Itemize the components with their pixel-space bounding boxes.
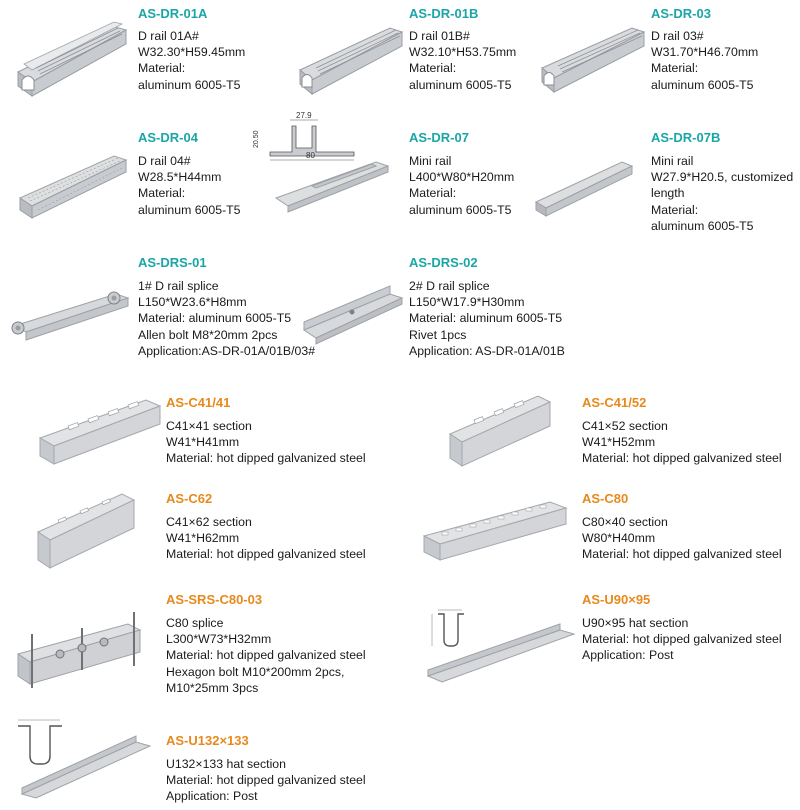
spec-line: Material: — [138, 186, 186, 201]
spec-line: Material: hot dipped galvanized steel — [166, 547, 366, 562]
product-description — [582, 514, 782, 563]
splice-image-srs-c80-03 — [10, 608, 150, 692]
product-code: AS-C41/41 — [166, 395, 231, 410]
spec-line: Material: — [138, 61, 186, 76]
product-code: AS-DR-01B — [409, 6, 479, 21]
spec-line: Application: Post — [582, 648, 674, 663]
spec-line: U132×133 hat section — [166, 757, 286, 771]
product-description — [166, 756, 366, 805]
spec-line: Allen bolt M8*20mm 2pcs — [138, 327, 278, 342]
spec-line: L150*W23.6*H8mm — [138, 295, 247, 310]
spec-line: C41×41 section — [166, 419, 252, 433]
rail-image-dr-03 — [538, 20, 648, 98]
drawing-width-label: 27.9 — [296, 111, 312, 120]
spec-line: Hexagon bolt M10*200mm 2pcs, — [166, 664, 345, 679]
spec-line: Material: — [651, 202, 699, 217]
spec-line: W41*H62mm — [166, 531, 240, 546]
splice-image-drs-02 — [300, 282, 406, 346]
spec-line: Rivet 1pcs — [409, 327, 467, 342]
rail-image-dr-01a — [14, 20, 130, 100]
product-code: AS-DR-07 — [409, 130, 469, 145]
spec-line: Mini rail — [409, 154, 452, 168]
spec-line: W41*H41mm — [166, 435, 240, 450]
spec-line: Material: aluminum 6005-T5 — [409, 311, 563, 326]
spec-line: W80*H40mm — [582, 531, 656, 546]
spec-line: U90×95 hat section — [582, 616, 689, 630]
product-description — [409, 278, 565, 359]
spec-line: Material: hot dipped galvanized steel — [166, 451, 366, 466]
product-code: AS-DR-07B — [651, 130, 721, 145]
channel-image-c41-41 — [36, 396, 166, 468]
spec-line: M10*25mm 3pcs — [166, 680, 259, 695]
spec-line: W28.5*H44mm — [138, 170, 222, 185]
splice-image-drs-01 — [4, 290, 134, 346]
spec-line: Application:AS-DR-01A/01B/03# — [138, 343, 316, 358]
spec-line: Material: — [651, 61, 699, 76]
spec-line: D rail 01B# — [409, 29, 470, 43]
hat-section-image-u90 — [424, 600, 580, 686]
spec-line: Material: — [409, 61, 457, 76]
rail-image-dr-04 — [18, 150, 130, 222]
product-description — [166, 418, 366, 467]
channel-image-c62 — [34, 488, 140, 572]
spec-line: 2# D rail splice — [409, 279, 490, 293]
spec-line: W31.70*H46.70mm — [651, 45, 759, 60]
product-description — [409, 28, 516, 93]
spec-line: aluminum 6005-T5 — [409, 202, 512, 217]
spec-line: Application: Post — [166, 789, 258, 804]
spec-line: C80×40 section — [582, 515, 668, 529]
product-code: AS-C80 — [582, 491, 629, 506]
spec-line: aluminum 6005-T5 — [409, 77, 512, 92]
product-code: AS-U132×133 — [166, 733, 249, 748]
product-description — [166, 514, 366, 563]
channel-image-c80 — [420, 498, 570, 574]
product-code: AS-DR-03 — [651, 6, 711, 21]
product-code: AS-DR-04 — [138, 130, 198, 145]
product-description — [409, 153, 514, 218]
spec-line: Material: hot dipped galvanized steel — [166, 773, 366, 788]
spec-line: D rail 01A# — [138, 29, 199, 43]
spec-line: L150*W17.9*H30mm — [409, 295, 525, 310]
spec-line: aluminum 6005-T5 — [651, 218, 754, 233]
spec-line: L300*W73*H32mm — [166, 632, 272, 647]
spec-line: W27.9*H20.5, customized — [651, 170, 794, 185]
spec-line: C41×62 section — [166, 515, 252, 529]
product-code: AS-DR-01A — [138, 6, 208, 21]
spec-line: Material: hot dipped galvanized steel — [582, 451, 782, 466]
spec-line: W32.10*H53.75mm — [409, 45, 517, 60]
product-description — [651, 28, 758, 93]
spec-line: Mini rail — [651, 154, 694, 168]
spec-line: Material: hot dipped galvanized steel — [166, 648, 366, 663]
spec-line: 1# D rail splice — [138, 279, 219, 293]
product-description — [651, 153, 793, 234]
product-code: AS-U90×95 — [582, 592, 651, 607]
spec-line: Material: hot dipped galvanized steel — [582, 547, 782, 562]
product-description — [138, 278, 315, 359]
product-description — [166, 615, 366, 696]
hat-section-image-u132 — [8, 714, 158, 800]
rail-image-dr-07b — [534, 156, 634, 218]
channel-image-c41-52 — [446, 390, 556, 470]
product-code: AS-DRS-02 — [409, 255, 478, 270]
spec-line: Application: AS-DR-01A/01B — [409, 343, 565, 358]
rail-image-dr-07 — [272, 158, 392, 218]
drawing-height-label: 20.50 — [253, 130, 260, 148]
spec-line: C80 splice — [166, 616, 224, 630]
product-description — [582, 615, 782, 664]
spec-line: aluminum 6005-T5 — [651, 77, 754, 92]
product-code: AS-C41/52 — [582, 395, 647, 410]
spec-line: W41*H52mm — [582, 435, 656, 450]
product-description — [138, 153, 241, 218]
drawing-base-label: 80 — [306, 151, 315, 160]
spec-line: D rail 03# — [651, 29, 704, 43]
spec-line: Material: aluminum 6005-T5 — [138, 311, 292, 326]
spec-line: L400*W80*H20mm — [409, 170, 515, 185]
product-code: AS-SRS-C80-03 — [166, 592, 263, 607]
spec-line: length — [651, 186, 685, 201]
product-code: AS-DRS-01 — [138, 255, 207, 270]
spec-line: W32.30*H59.45mm — [138, 45, 246, 60]
spec-line: C41×52 section — [582, 419, 668, 433]
spec-line: D rail 04# — [138, 154, 191, 168]
product-description — [582, 418, 782, 467]
spec-line: Material: — [409, 186, 457, 201]
spec-line: Material: hot dipped galvanized steel — [582, 632, 782, 647]
profile-drawing-dr-07 — [250, 108, 368, 164]
rail-image-dr-01b — [296, 20, 406, 98]
spec-line: aluminum 6005-T5 — [138, 77, 241, 92]
product-code: AS-C62 — [166, 491, 213, 506]
product-description — [138, 28, 245, 93]
spec-line: aluminum 6005-T5 — [138, 202, 241, 217]
